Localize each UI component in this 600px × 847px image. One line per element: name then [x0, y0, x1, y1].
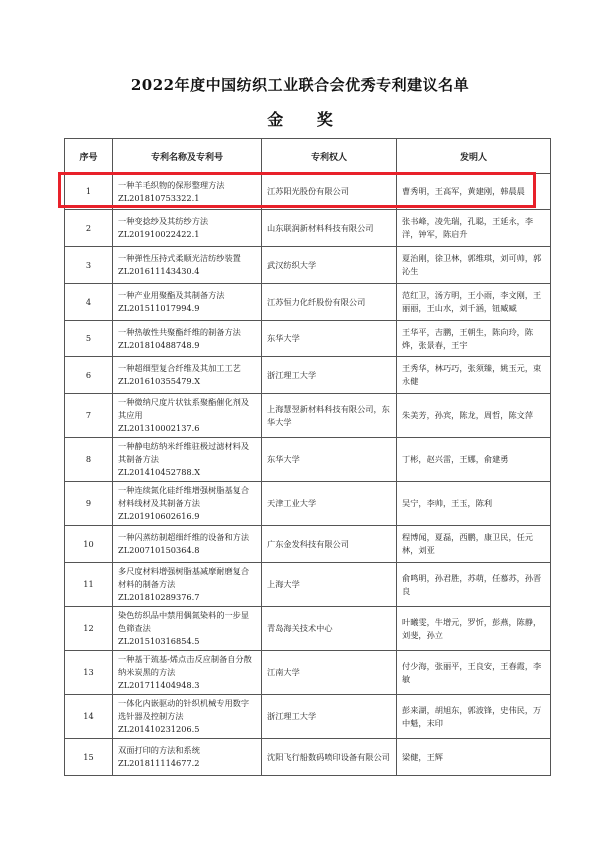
patent-cell: [113, 321, 262, 357]
table-row: [65, 563, 551, 607]
table-row: [65, 284, 551, 321]
patent-number: ZL201511017994.9: [118, 303, 200, 313]
patent-name: 一种弹性压持式柔顺光洁纺纱装置: [118, 253, 241, 263]
patent-holder: 浙江理工大学: [262, 357, 397, 394]
patent-name: 一种产业用聚酯及其制备方法: [118, 290, 225, 300]
inventors: 梁健，王辉: [397, 739, 551, 776]
row-index: 14: [65, 695, 113, 739]
inventors: 朱美芳，孙宾，陈龙，周哲，陈文萍: [397, 394, 551, 438]
patent-number: ZL201910602616.9: [118, 511, 200, 521]
row-index: 3: [65, 247, 113, 284]
patent-holder: 江苏恒力化纤股份有限公司: [262, 284, 397, 321]
row-index: 6: [65, 357, 113, 394]
row-index: 13: [65, 651, 113, 695]
patent-holder: 山东联润新材料科技有限公司: [262, 210, 397, 247]
document-title: 2022年度中国纺织工业联合会优秀专利建议名单: [130, 76, 470, 94]
patent-holder: 上海慧翌新材料科技有限公司，东华大学: [262, 394, 397, 438]
row-index: 11: [65, 563, 113, 607]
patent-name: 一种基于巯基-烯点击反应制备自分散纳米炭黑的方法: [118, 654, 252, 677]
table-row: [65, 739, 551, 776]
table-row: [65, 526, 551, 563]
inventors: 丁彬，赵兴雷，王娜，俞建勇: [397, 438, 551, 482]
row-index: 12: [65, 607, 113, 651]
patent-cell: [113, 247, 262, 284]
patent-holder: 天津工业大学: [262, 482, 397, 526]
patent-number: ZL201310002137.6: [118, 423, 200, 433]
patent-holder: 东华大学: [262, 321, 397, 357]
patent-holder: 江南大学: [262, 651, 397, 695]
patent-name: 染色纺织品中禁用偶氮染料的一步显色筛查法: [118, 610, 250, 633]
patent-holder: 武汉纺织大学: [262, 247, 397, 284]
patent-number: ZL201810488748.9: [118, 339, 200, 350]
patent-cell: [113, 174, 262, 210]
inventors: 俞鸣明，孙君胜，苏萌，任慕苏，孙晋良: [397, 563, 551, 607]
patent-holder: 沈阳飞行船数码喷印设备有限公司: [262, 739, 397, 776]
inventors: 付少海，张丽平，王良安，王春霞，李敏: [397, 651, 551, 695]
patent-cell: [113, 739, 262, 776]
row-index: 8: [65, 438, 113, 482]
table-row: [65, 438, 551, 482]
patent-number: ZL201611143430.4: [118, 266, 200, 276]
patent-cell: [113, 695, 262, 739]
patent-number: ZL201610355479.X: [118, 376, 201, 386]
row-index: 5: [65, 321, 113, 357]
patent-name: 一种静电纺纳米纤维驻极过滤材料及其制备方法: [118, 441, 250, 464]
table-row: [65, 695, 551, 739]
table-row: [65, 357, 551, 394]
row-index: 4: [65, 284, 113, 321]
inventors: 彭来湖，胡旭东，郭波锋，史伟民，万中魁，末印: [397, 695, 551, 739]
table-row: [65, 607, 551, 651]
patent-cell: [113, 210, 262, 247]
inventors: 王华平，吉鹏，王朝生，陈向玲，陈烨，张景春，王宇: [397, 321, 551, 357]
patent-holder: 东华大学: [262, 438, 397, 482]
header-index: 序号: [65, 139, 113, 174]
patent-number: ZL201410452788.X: [118, 467, 201, 477]
award-heading: 金 奖: [267, 110, 347, 129]
row-index: 1: [65, 174, 113, 210]
header-holder: 专利权人: [262, 139, 397, 174]
patent-name: 一种闪蒸纺制超细纤维的设备和方法: [118, 532, 250, 542]
patent-cell: [113, 394, 262, 438]
patent-cell: [113, 438, 262, 482]
table-row: [65, 247, 551, 284]
inventors: 曹秀明，王高军，黄建刚，韩晨晨: [397, 174, 551, 210]
row-index: 9: [65, 482, 113, 526]
row-index: 10: [65, 526, 113, 563]
inventors: 夏治刚，徐卫林，郭维琪，刘可帅，郭沁生: [397, 247, 551, 284]
table-row: [65, 174, 551, 210]
patent-number: ZL201810753322.1: [118, 192, 200, 203]
patent-cell: [113, 526, 262, 563]
header-patent: 专利名称及专利号: [113, 139, 262, 174]
patent-name: 一体化内嵌驱动的针织机械专用数字选针器及控制方法: [118, 698, 250, 721]
patent-name: 一种超细型复合纤维及其加工工艺: [118, 363, 241, 373]
patent-number: ZL201510316854.5: [118, 636, 200, 646]
patent-holder: 江苏阳光股份有限公司: [262, 174, 397, 210]
row-index: 15: [65, 739, 113, 776]
table-row: [65, 482, 551, 526]
table-row: [65, 651, 551, 695]
patent-cell: [113, 482, 262, 526]
patent-table: [64, 138, 551, 776]
table-row: [65, 210, 551, 247]
patent-cell: [113, 357, 262, 394]
patent-number: ZL201711404948.3: [118, 680, 200, 690]
patent-name: 一种羊毛织物的保形整理方法: [118, 179, 225, 190]
patent-name: 多尺度材料增强树脂基减摩耐磨复合材料的制备方法: [118, 566, 250, 589]
patent-cell: [113, 284, 262, 321]
inventors: 程博闻，夏磊，西鹏，康卫民，任元林，刘亚: [397, 526, 551, 563]
patent-holder: 上海大学: [262, 563, 397, 607]
patent-cell: [113, 651, 262, 695]
patent-number: ZL201910022422.1: [118, 229, 200, 239]
inventors: 范红卫，汤方明，王小雨，李文刚，王丽丽，王山水，刘千涵，钮臧臧: [397, 284, 551, 321]
patent-holder: 广东金发科技有限公司: [262, 526, 397, 563]
patent-name: 一种变捻纱及其纺纱方法: [118, 216, 209, 226]
row-index: 7: [65, 394, 113, 438]
table-row: [65, 394, 551, 438]
patent-name: 一种连续氮化硅纤维增强树脂基复合材料线材及其制备方法: [118, 485, 250, 508]
inventors: 张书峰，凌先瑞，孔聪，王延永，李洋，钟军，陈启升: [397, 210, 551, 247]
row-index: 2: [65, 210, 113, 247]
patent-holder: 浙江理工大学: [262, 695, 397, 739]
patent-number: ZL201410231206.5: [118, 724, 200, 734]
patent-cell: [113, 607, 262, 651]
patent-name: 双面打印的方法和系统: [118, 745, 200, 755]
header-inventors: 发明人: [397, 139, 551, 174]
patent-holder: 青岛海关技术中心: [262, 607, 397, 651]
table-header-row: [65, 139, 551, 174]
patent-number: ZL200710150364.8: [118, 545, 200, 555]
inventors: 叶曦雯，牛增元，罗忻，彭燕，陈静，刘斐，孙立: [397, 607, 551, 651]
patent-name: 一种热敏性共聚酯纤维的制备方法: [118, 326, 241, 337]
patent-cell: [113, 563, 262, 607]
patent-name: 一种微纳尺度片状钛系聚酯催化剂及其应用: [118, 397, 250, 420]
inventors: 王秀华，林巧巧，张须臻，姚玉元，束永健: [397, 357, 551, 394]
table-row: [65, 321, 551, 357]
patent-number: ZL201810289376.7: [118, 592, 200, 602]
inventors: 吴宁，李帅，王玉，陈利: [397, 482, 551, 526]
patent-number: ZL201811114677.2: [118, 758, 200, 768]
